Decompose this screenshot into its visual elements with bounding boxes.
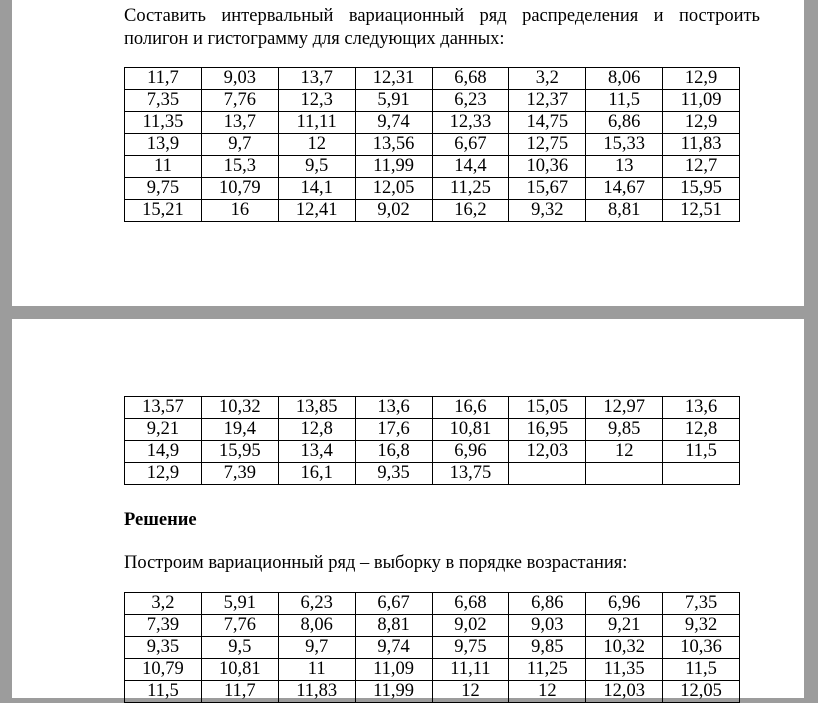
table-cell: 12,75 <box>509 134 586 156</box>
table-cell: 12 <box>509 681 586 703</box>
table-cell <box>586 463 663 485</box>
table-cell: 16,95 <box>509 419 586 441</box>
table-cell: 12,9 <box>663 112 740 134</box>
table-cell: 13 <box>586 156 663 178</box>
table-cell: 12,41 <box>278 200 355 222</box>
table-cell: 8,81 <box>586 200 663 222</box>
table-cell: 6,96 <box>432 441 509 463</box>
table-cell: 10,81 <box>201 659 278 681</box>
table-cell: 15,67 <box>509 178 586 200</box>
table-cell: 6,86 <box>509 593 586 615</box>
table-cell: 9,74 <box>355 112 432 134</box>
table-row <box>125 112 740 134</box>
table-cell: 9,74 <box>355 637 432 659</box>
table-cell: 13,56 <box>355 134 432 156</box>
table-cell: 9,35 <box>355 463 432 485</box>
table-cell: 7,76 <box>201 615 278 637</box>
table-cell: 10,32 <box>586 637 663 659</box>
table-row <box>125 90 740 112</box>
table-cell: 15,95 <box>663 178 740 200</box>
table-row <box>125 441 740 463</box>
table-cell: 12,05 <box>355 178 432 200</box>
table-cell: 11,09 <box>663 90 740 112</box>
table-cell: 9,02 <box>355 200 432 222</box>
table-cell: 16,1 <box>278 463 355 485</box>
table-cell: 9,85 <box>509 637 586 659</box>
table-cell: 12,3 <box>278 90 355 112</box>
table-cell: 11 <box>125 156 202 178</box>
table-cell: 10,81 <box>432 419 509 441</box>
table-cell: 12,03 <box>509 441 586 463</box>
table-row <box>125 659 740 681</box>
table-cell: 16,8 <box>355 441 432 463</box>
table-cell: 8,81 <box>355 615 432 637</box>
table-cell: 9,21 <box>125 419 202 441</box>
table-row <box>125 681 740 703</box>
table-cell: 7,35 <box>125 90 202 112</box>
table-cell: 12,31 <box>355 68 432 90</box>
table-cell: 9,75 <box>125 178 202 200</box>
table-cell: 9,85 <box>586 419 663 441</box>
table-cell: 13,7 <box>278 68 355 90</box>
table-cell: 9,5 <box>278 156 355 178</box>
table-cell: 13,7 <box>201 112 278 134</box>
table-row <box>125 134 740 156</box>
table-row <box>125 615 740 637</box>
table-cell: 8,06 <box>586 68 663 90</box>
table-cell: 12,37 <box>509 90 586 112</box>
sorted-data-table <box>124 592 740 703</box>
table-cell: 14,9 <box>125 441 202 463</box>
table-cell: 7,39 <box>201 463 278 485</box>
table-cell: 11 <box>278 659 355 681</box>
table-cell: 19,4 <box>201 419 278 441</box>
table-cell: 11,83 <box>663 134 740 156</box>
table-cell: 14,67 <box>586 178 663 200</box>
table-cell: 9,03 <box>509 615 586 637</box>
table-cell: 7,39 <box>125 615 202 637</box>
table-cell: 3,2 <box>125 593 202 615</box>
table-cell: 11,83 <box>278 681 355 703</box>
table-cell: 3,2 <box>509 68 586 90</box>
table-cell: 13,75 <box>432 463 509 485</box>
table-cell: 11,5 <box>586 90 663 112</box>
table-cell: 9,75 <box>432 637 509 659</box>
table-cell: 12 <box>432 681 509 703</box>
table-cell: 9,02 <box>432 615 509 637</box>
table-cell: 10,79 <box>125 659 202 681</box>
table-cell: 17,6 <box>355 419 432 441</box>
table-cell: 7,76 <box>201 90 278 112</box>
table-cell: 15,33 <box>586 134 663 156</box>
table-cell: 12,33 <box>432 112 509 134</box>
table-row <box>125 178 740 200</box>
table-cell: 11,35 <box>125 112 202 134</box>
table-cell: 15,21 <box>125 200 202 222</box>
table-cell: 12,8 <box>663 419 740 441</box>
data-table-part-1 <box>124 67 740 222</box>
table-row <box>125 419 740 441</box>
solution-heading: Решение <box>124 510 197 530</box>
table-cell: 12 <box>586 441 663 463</box>
table-row <box>125 156 740 178</box>
table-cell: 6,67 <box>355 593 432 615</box>
table-cell: 16 <box>201 200 278 222</box>
table-cell: 12,9 <box>125 463 202 485</box>
table-cell: 11,25 <box>432 178 509 200</box>
table-cell: 10,36 <box>663 637 740 659</box>
table-cell: 9,7 <box>201 134 278 156</box>
table-cell: 13,57 <box>125 397 202 419</box>
table-cell: 12,51 <box>663 200 740 222</box>
table-cell: 11,11 <box>278 112 355 134</box>
table-cell: 11,7 <box>201 681 278 703</box>
table-cell: 10,36 <box>509 156 586 178</box>
table-cell: 13,6 <box>663 397 740 419</box>
table-cell: 10,32 <box>201 397 278 419</box>
data-table-part-2 <box>124 396 740 485</box>
table-cell: 5,91 <box>201 593 278 615</box>
table-row <box>125 200 740 222</box>
table-cell: 6,23 <box>278 593 355 615</box>
table-cell: 15,3 <box>201 156 278 178</box>
table-cell: 13,6 <box>355 397 432 419</box>
table-cell: 11,99 <box>355 681 432 703</box>
table-cell: 15,95 <box>201 441 278 463</box>
table-cell <box>663 463 740 485</box>
table-cell: 11,5 <box>663 659 740 681</box>
task-text: Составить интервальный вариационный ряд распределения и построить полигон и гистограмму для следующих данных: <box>124 6 760 49</box>
table-cell: 12,97 <box>586 397 663 419</box>
table-cell: 9,32 <box>509 200 586 222</box>
table-cell: 6,96 <box>586 593 663 615</box>
table-cell: 9,21 <box>586 615 663 637</box>
table-cell: 11,99 <box>355 156 432 178</box>
table-cell: 9,03 <box>201 68 278 90</box>
table-row <box>125 68 740 90</box>
table-row <box>125 637 740 659</box>
table-cell: 12,03 <box>586 681 663 703</box>
table-cell: 12,8 <box>278 419 355 441</box>
table-cell: 16,2 <box>432 200 509 222</box>
variation-series-text: Построим вариационный ряд – выборку в порядке возрастания: <box>124 553 628 573</box>
table-row <box>125 463 740 485</box>
table-cell: 7,35 <box>663 593 740 615</box>
table-cell: 6,68 <box>432 68 509 90</box>
table-cell: 14,75 <box>509 112 586 134</box>
table-cell: 5,91 <box>355 90 432 112</box>
table-cell: 13,85 <box>278 397 355 419</box>
table-cell: 6,68 <box>432 593 509 615</box>
table-cell: 13,4 <box>278 441 355 463</box>
table-cell: 11,35 <box>586 659 663 681</box>
table-cell: 9,5 <box>201 637 278 659</box>
table-cell: 12,9 <box>663 68 740 90</box>
table-cell: 9,7 <box>278 637 355 659</box>
table-cell: 10,79 <box>201 178 278 200</box>
table-cell: 14,4 <box>432 156 509 178</box>
table-cell: 11,09 <box>355 659 432 681</box>
table-cell: 11,5 <box>663 441 740 463</box>
table-cell: 12,7 <box>663 156 740 178</box>
table-cell: 12,05 <box>663 681 740 703</box>
table-cell: 11,25 <box>509 659 586 681</box>
table-cell: 13,9 <box>125 134 202 156</box>
table-cell: 11,7 <box>125 68 202 90</box>
table-cell: 6,67 <box>432 134 509 156</box>
table-cell: 11,11 <box>432 659 509 681</box>
table-row <box>125 397 740 419</box>
table-cell: 15,05 <box>509 397 586 419</box>
table-cell: 6,86 <box>586 112 663 134</box>
table-cell: 9,32 <box>663 615 740 637</box>
table-cell: 8,06 <box>278 615 355 637</box>
table-cell: 11,5 <box>125 681 202 703</box>
table-cell: 12 <box>278 134 355 156</box>
table-cell: 16,6 <box>432 397 509 419</box>
table-cell: 14,1 <box>278 178 355 200</box>
document-page-2 <box>12 319 804 701</box>
table-row <box>125 593 740 615</box>
table-cell: 6,23 <box>432 90 509 112</box>
table-cell: 9,35 <box>125 637 202 659</box>
document-page-1 <box>12 0 804 306</box>
table-cell <box>509 463 586 485</box>
